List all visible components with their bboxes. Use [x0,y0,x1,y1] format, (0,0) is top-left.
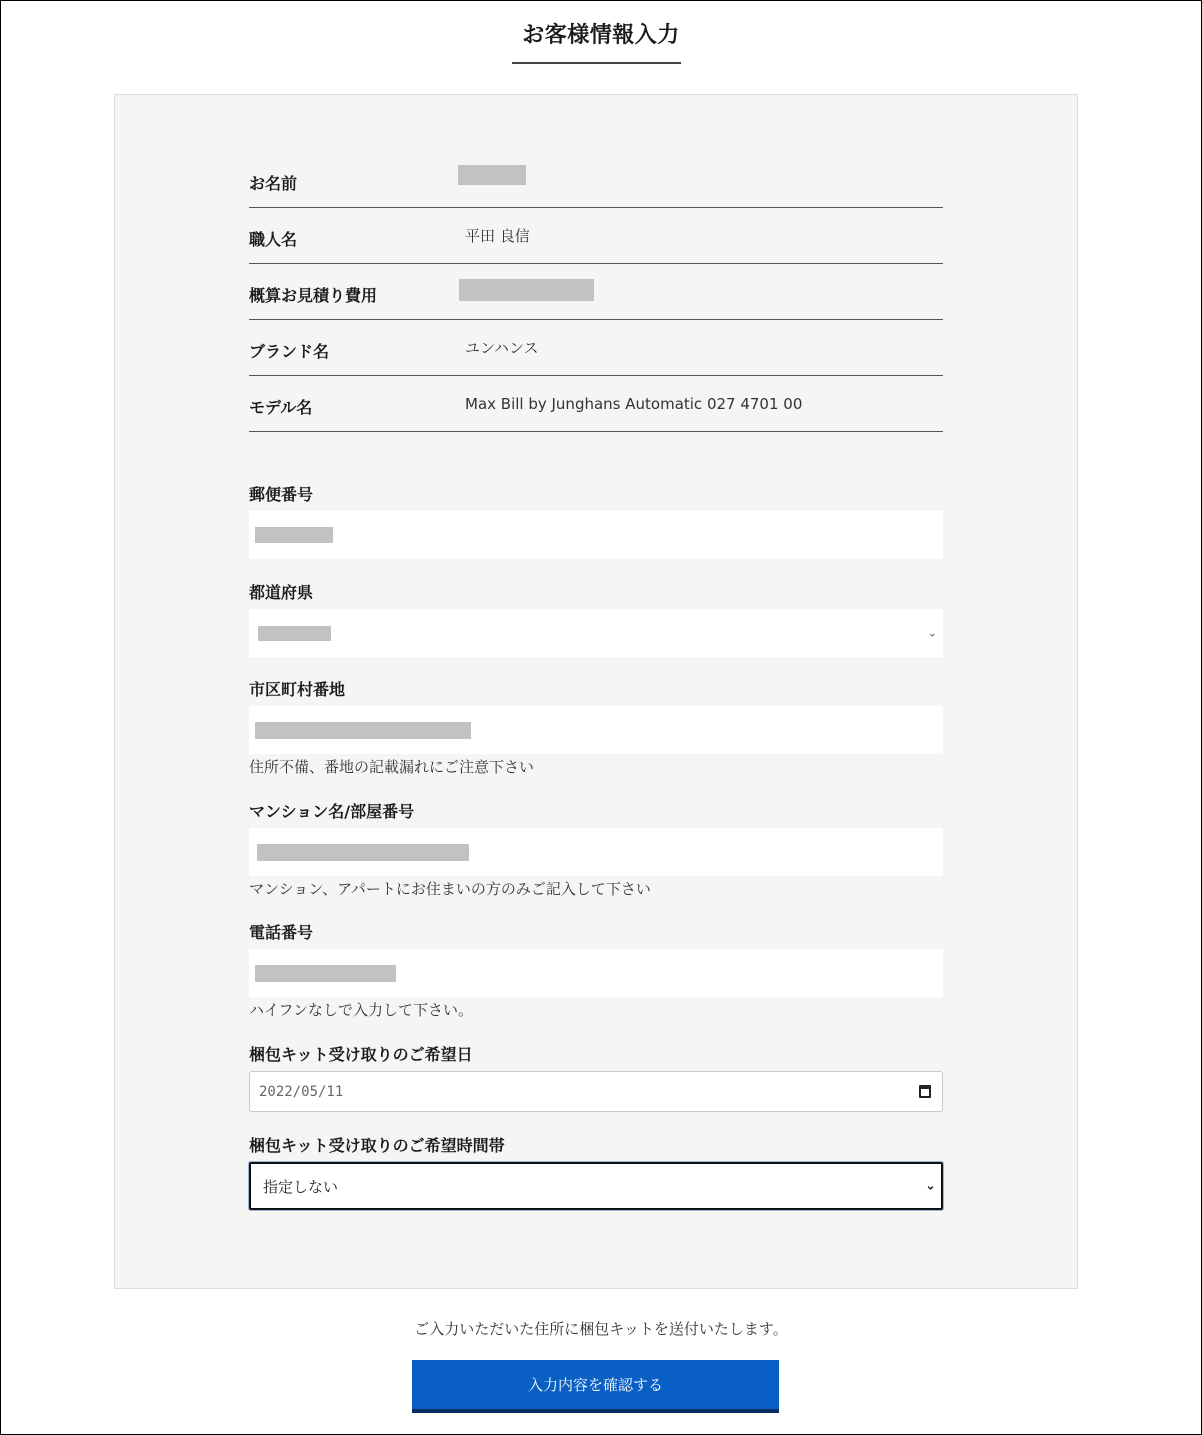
chevron-down-icon: ⌄ [925,1178,936,1194]
redacted-block [255,527,333,543]
phone-input[interactable] [249,949,943,997]
redacted-block [255,965,396,982]
redacted-block [459,279,594,301]
prefecture-select[interactable] [249,609,943,657]
summary-label: ブランド名 [249,342,330,361]
summary-row-model [249,376,943,432]
summary-value: Max Bill by Junghans Automatic 027 4701 00 [465,394,803,413]
title-underline [512,62,681,64]
postal-code-input[interactable] [249,511,943,559]
page-title: お客様情報入力 [522,23,680,48]
redacted-block [258,626,331,641]
summary-value-name-redacted [465,171,526,189]
pickup-date-value: 2022/05/11 [259,1083,344,1100]
building-input[interactable] [249,828,943,876]
summary-value-estimate-redacted [465,279,594,305]
calendar-icon[interactable] [919,1085,931,1098]
city-address-label: 市区町村番地 [249,680,346,699]
summary-label: 職人名 [249,230,298,249]
summary-row-brand [249,320,943,376]
pickup-time-label: 梱包キット受け取りのご希望時間帯 [249,1136,505,1155]
summary-label: お名前 [249,174,298,193]
summary-row-estimate [249,264,943,320]
phone-label: 電話番号 [249,923,314,942]
summary-row-name [249,152,943,208]
pickup-time-select[interactable] [249,1162,943,1210]
chevron-down-icon: ⌄ [927,626,937,640]
building-hint: マンション、アパートにお住まいの方のみご記入して下さい [249,880,651,898]
city-address-hint: 住所不備、番地の記載漏れにご注意下さい [249,758,535,776]
shipping-notice: ご入力いただいた住所に梱包キットを送付いたします。 [414,1320,788,1338]
order-summary [249,152,943,432]
city-address-input[interactable] [249,706,943,754]
summary-label: モデル名 [249,398,313,417]
redacted-block [255,722,471,739]
summary-value: ユンハンス [465,339,539,357]
redacted-block [257,844,469,861]
building-label: マンション名/部屋番号 [249,802,415,821]
redacted-block [458,165,526,185]
postal-code-label: 郵便番号 [249,485,314,504]
phone-hint: ハイフンなしで入力して下さい。 [249,1001,473,1019]
pickup-date-label: 梱包キット受け取りのご希望日 [249,1045,473,1064]
pickup-time-value: 指定しない [263,1177,339,1196]
summary-label: 概算お見積り費用 [249,286,378,305]
summary-row-craftsman [249,208,943,264]
prefecture-label: 都道府県 [249,583,314,602]
pickup-date-input[interactable] [249,1071,943,1112]
confirm-input-button[interactable]: 入力内容を確認する [412,1360,779,1413]
summary-value: 平田 良信 [465,227,530,245]
